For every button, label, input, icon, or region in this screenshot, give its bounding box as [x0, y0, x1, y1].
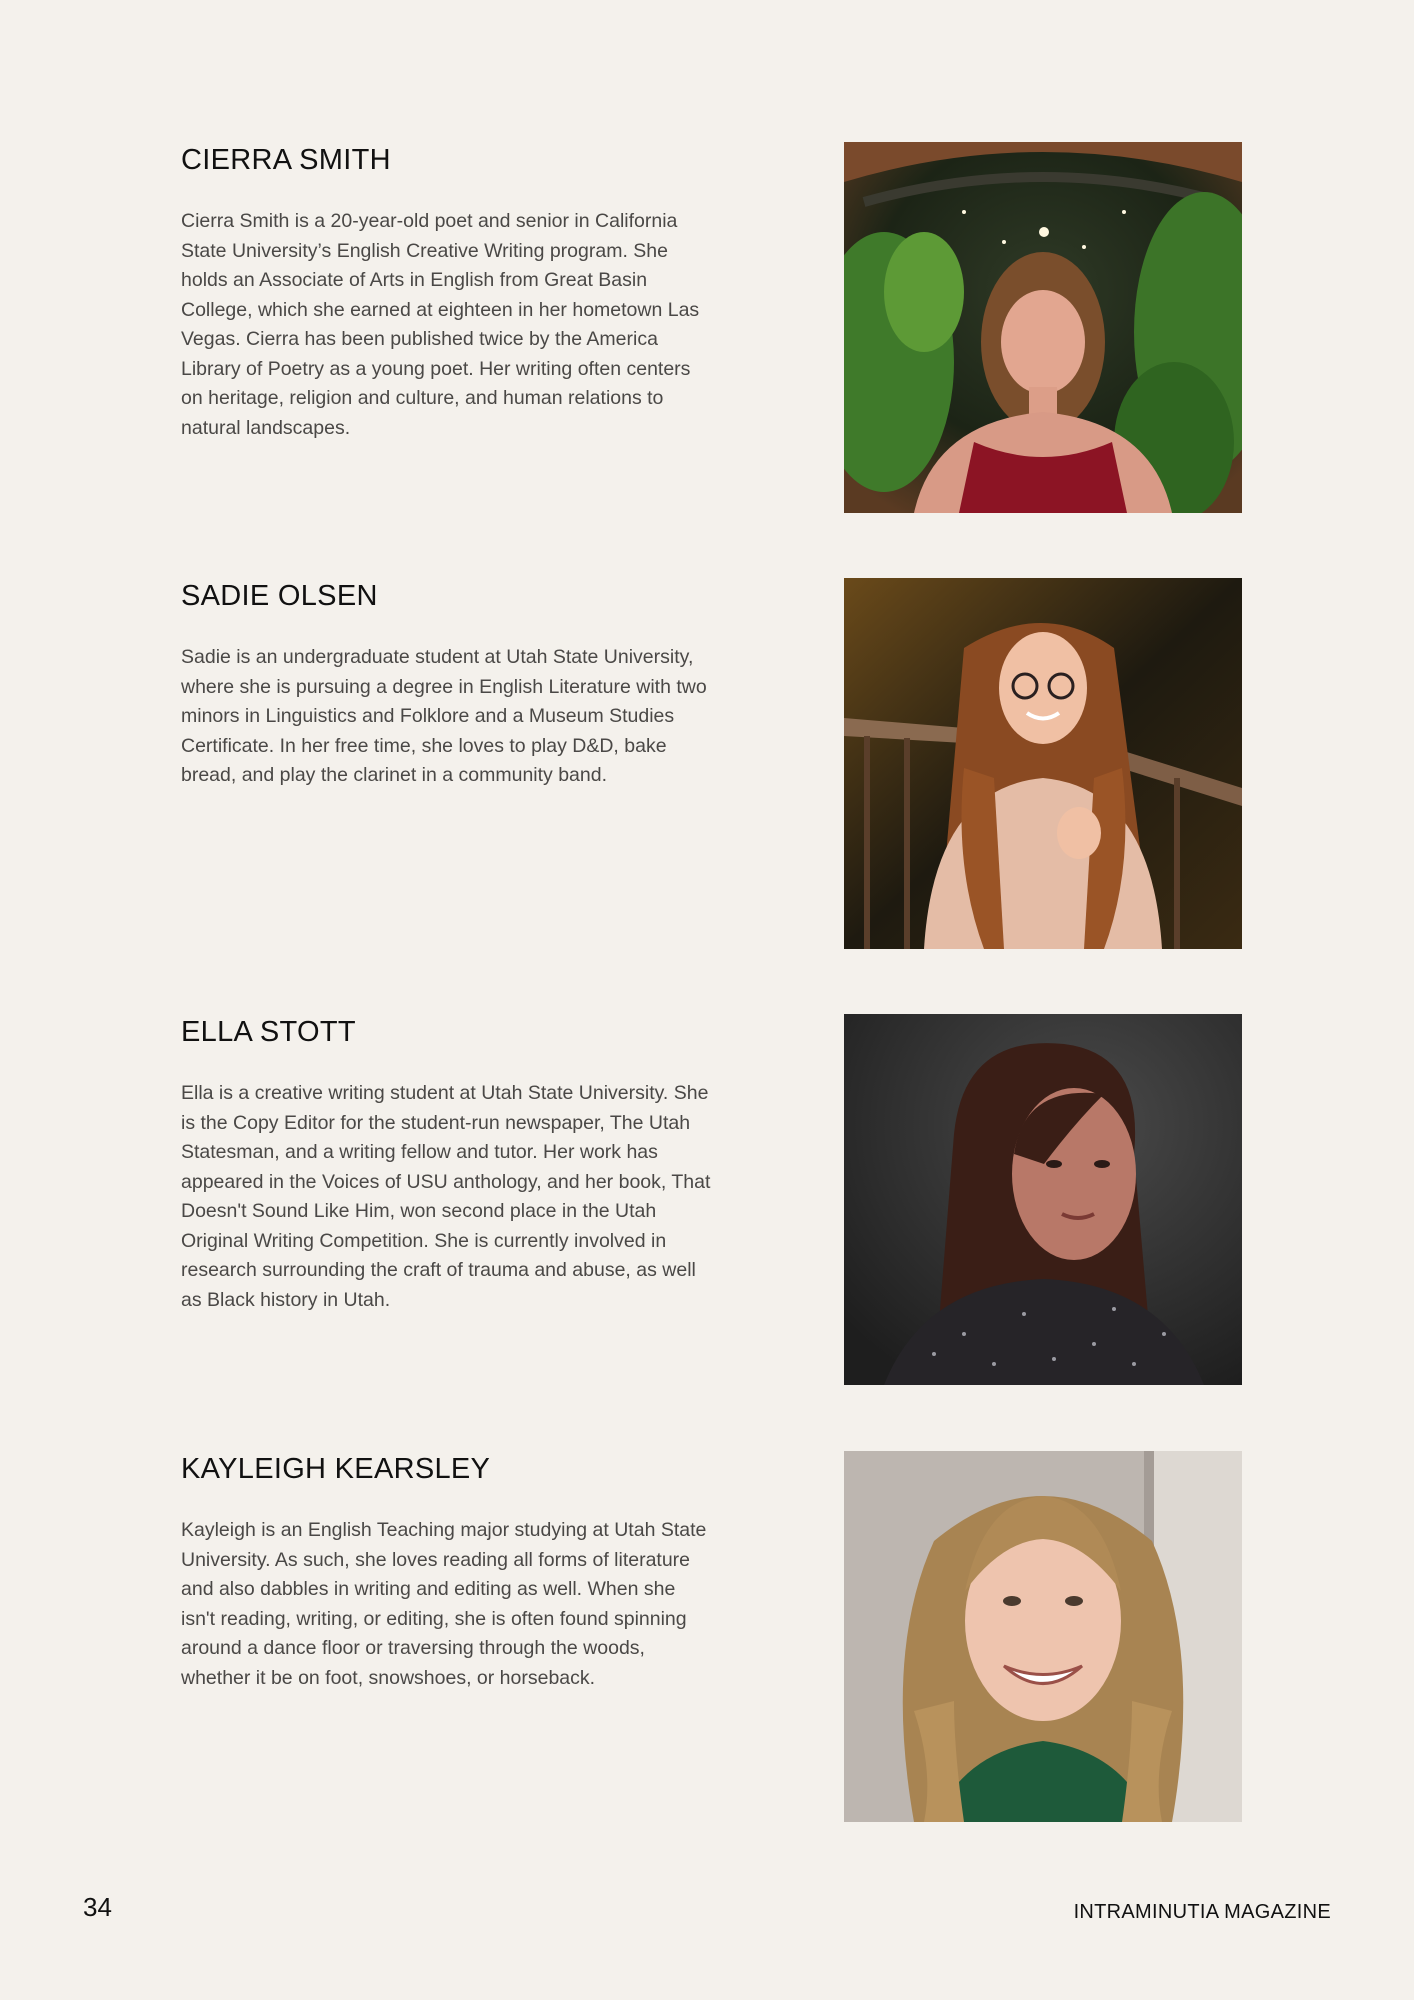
- contributor-photo: [844, 1014, 1242, 1385]
- contributor-photo: [844, 1451, 1242, 1822]
- contributor-photo: [844, 578, 1242, 949]
- contributor-bio-text: Ella is a creative writing student at Utah State University. She is the Copy Editor for the student-run newspaper, The Utah Statesman, and a writing fellow and tutor. Her work has appeared in the Voices of USU anthology, and her book, That Doesn't Sound Like Him, won second place in the Utah Original Writing Competition. She is currently involved in research surrounding the craft of trauma and abuse, as well as Black history in Utah.: [181, 1082, 711, 1311]
- contributor-name: SADIE OLSEN: [181, 580, 378, 612]
- contributor-photo: [844, 142, 1242, 513]
- contributor-name: ELLA STOTT: [181, 1016, 356, 1048]
- page-number: 34: [83, 1892, 112, 1922]
- magazine-name: INTRAMINUTIA MAGAZINE: [1073, 1901, 1331, 1923]
- contributor-bio-text: Sadie is an undergraduate student at Utah State University, where she is pursuing a degree in English Literature with two minors in Linguistics and Folklore and a Museum Studies Certificate. In her free time, she loves to play D&D, bake bread, and play the clarinet in a community band.: [181, 646, 707, 786]
- contributor-name: CIERRA SMITH: [181, 144, 391, 176]
- contributor-bio-text: Kayleigh is an English Teaching major studying at Utah State University. As such, she loves reading all forms of literature and also dabbles in writing and editing as well. When she isn't reading, writing, or editing, she is often found spinning around a dance floor or traversing through the woods, whether it be on foot, snowshoes, or horseback.: [181, 1519, 707, 1689]
- contributor-name: KAYLEIGH KEARSLEY: [181, 1453, 491, 1485]
- contributor-bio-text: Cierra Smith is a 20-year-old poet and senior in California State University’s English Creative Writing program. She holds an Associate of Arts in English from Great Basin College, which she earned at eighteen in her hometown Las Vegas. Cierra has been published twice by the America Library of Poetry as a young poet. Her writing often centers on heritage, religion and culture, and human relations to natural landscapes.: [181, 210, 700, 439]
